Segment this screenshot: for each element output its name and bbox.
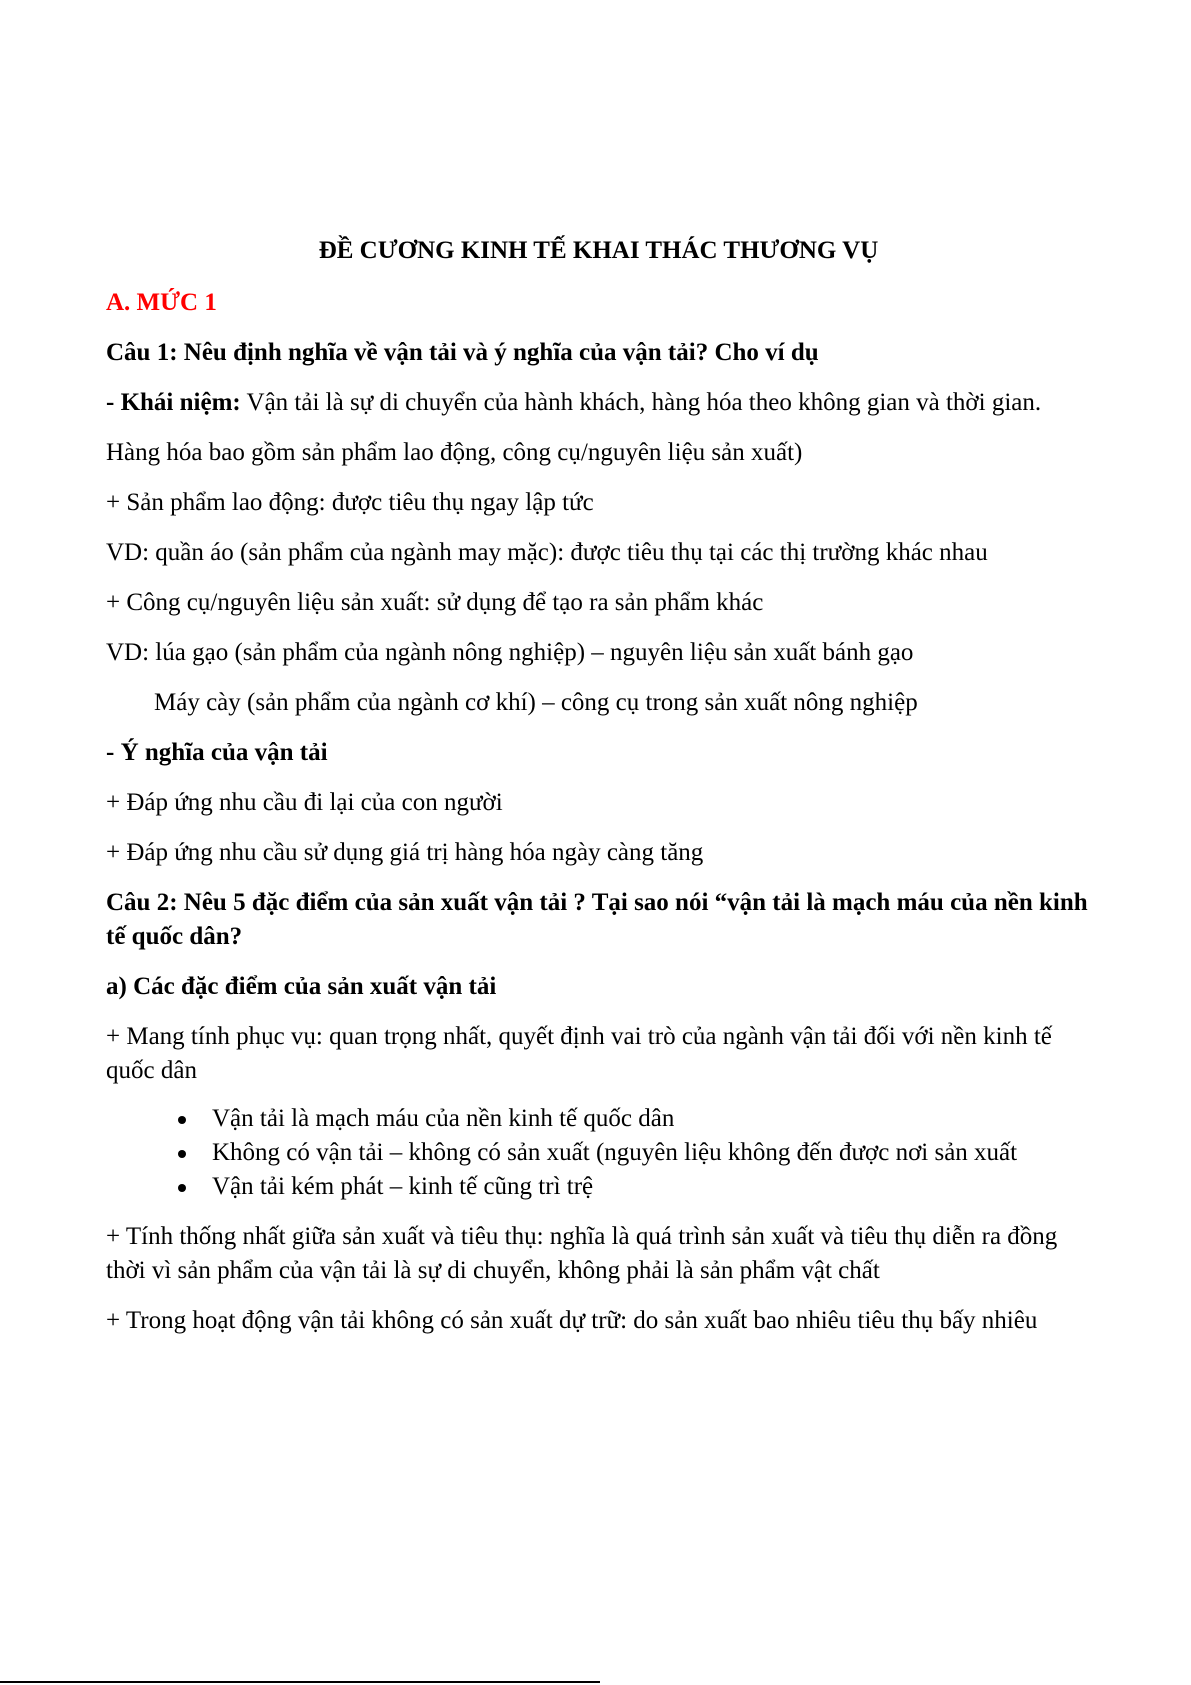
bullet-list xyxy=(106,1102,1091,1204)
list-item: Vận tải là mạch máu của nền kinh tế quốc dân xyxy=(212,1102,1091,1136)
paragraph: + Đáp ứng nhu cầu đi lại của con người xyxy=(106,789,503,816)
section-heading: A. MỨC 1 xyxy=(106,289,217,316)
concept-paragraph xyxy=(106,386,1091,420)
paragraph: + Đáp ứng nhu cầu sử dụng giá trị hàng hóa ngày càng tăng xyxy=(106,839,704,866)
paragraph: + Công cụ/nguyên liệu sản xuất: sử dụng để tạo ra sản phẩm khác xyxy=(106,589,764,616)
concept-label: - Khái niệm: xyxy=(106,389,241,416)
meaning-heading: - Ý nghĩa của vận tải xyxy=(106,739,328,766)
indented-paragraph: Máy cày (sản phẩm của ngành cơ khí) – công cụ trong sản xuất nông nghiệp xyxy=(154,689,918,716)
footer-divider xyxy=(0,1681,600,1683)
paragraph: VD: lúa gạo (sản phẩm của ngành nông nghiệp) – nguyên liệu sản xuất bánh gạo xyxy=(106,639,914,666)
list-item: Vận tải kém phát – kinh tế cũng trì trệ xyxy=(212,1170,1091,1204)
paragraph: + Mang tính phục vụ: quan trọng nhất, quyết định vai trò của ngành vận tải đối với nền kinh tế quốc dân xyxy=(106,1023,1052,1084)
document-title: ĐỀ CƯƠNG KINH TẾ KHAI THÁC THƯƠNG VỤ xyxy=(318,237,879,264)
paragraph: Hàng hóa bao gồm sản phẩm lao động, công cụ/nguyên liệu sản xuất) xyxy=(106,439,803,466)
list-item: Không có vận tải – không có sản xuất (nguyên liệu không đến được nơi sản xuất xyxy=(212,1136,1091,1170)
paragraph: + Trong hoạt động vận tải không có sản xuất dự trữ: do sản xuất bao nhiêu tiêu thụ bấy nhiêu xyxy=(106,1307,1038,1334)
sub-heading: a) Các đặc điểm của sản xuất vận tải xyxy=(106,973,497,1000)
concept-text: Vận tải là sự di chuyển của hành khách, hàng hóa theo không gian và thời gian. xyxy=(240,389,1042,416)
question-1-heading: Câu 1: Nêu định nghĩa về vận tải và ý nghĩa của vận tải? Cho ví dụ xyxy=(106,339,819,366)
paragraph: + Sản phẩm lao động: được tiêu thụ ngay lập tức xyxy=(106,489,594,516)
paragraph: + Tính thống nhất giữa sản xuất và tiêu thụ: nghĩa là quá trình sản xuất và tiêu thụ diễn ra đồng thời vì sản phẩm của vận tải là sự di chuyển, không phải là sản phẩm vật chất xyxy=(106,1223,1058,1284)
document-body xyxy=(106,286,1091,1354)
question-2-heading: Câu 2: Nêu 5 đặc điểm của sản xuất vận tải ? Tại sao nói “vận tải là mạch máu của nền kinh tế quốc dân? xyxy=(106,889,1088,950)
paragraph: VD: quần áo (sản phẩm của ngành may mặc): được tiêu thụ tại các thị trường khác nhau xyxy=(106,539,988,566)
